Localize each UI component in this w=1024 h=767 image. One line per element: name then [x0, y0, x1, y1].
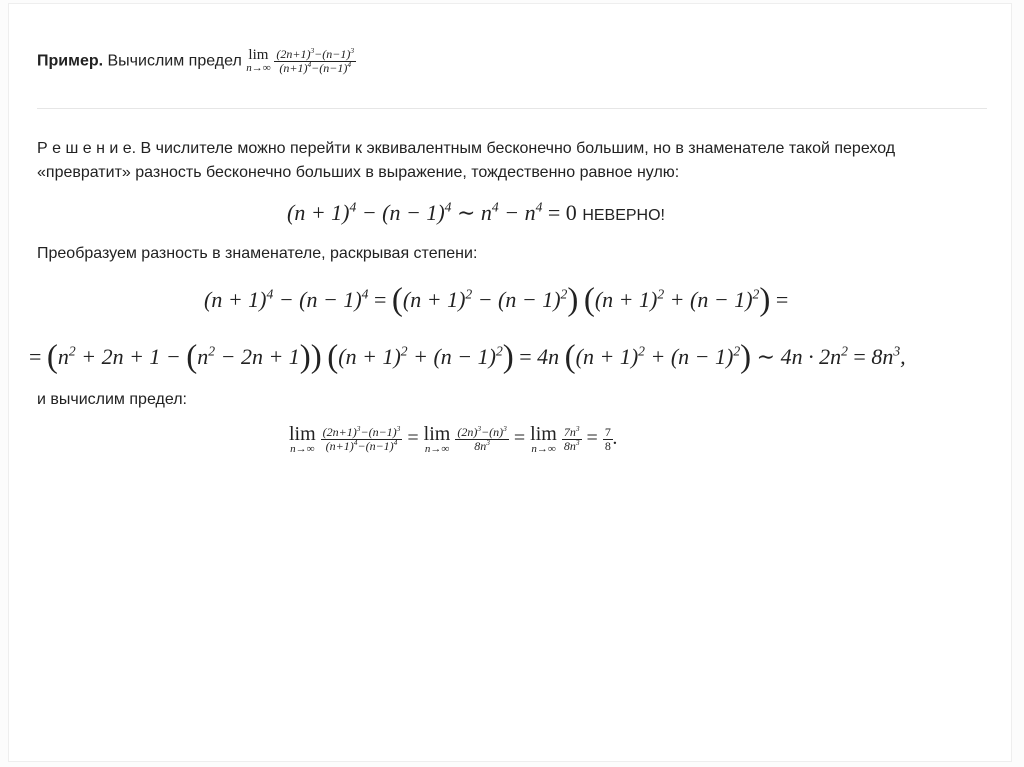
solution-line-2: «превратит» разность бесконечно больших в выражение, тождественно равное нулю:	[37, 164, 680, 181]
slide	[8, 3, 1012, 762]
example-statement	[37, 48, 356, 74]
expansion-equation-2: = $(n^2 + 2n + 1 - (n^2 - 2n + 1)) ((n + 1)^2 + (n - 1)^2) = 4n$ $((n + 1)^2 + (n - 1)^2)$ ∼ $4n \cdot 2n^2 = 8n^3$,	[29, 339, 906, 375]
solution-spaced-word: Р е ш е н и е.	[37, 140, 137, 157]
separator	[37, 108, 987, 109]
transform-text: Преобразуем разность в знаменателе, раскрывая степени:	[37, 245, 478, 262]
wrong-label: НЕВЕРНО!	[582, 207, 665, 224]
wrong-equation: $(n + 1)^4 - (n - 1)^4$ ∼ $n^4 - n^4 = 0$ НЕВЕРНО!	[287, 199, 665, 225]
example-text: Вычислим предел	[103, 52, 247, 70]
example-label: Пример.	[37, 52, 104, 70]
compute-text: и вычислим предел:	[37, 391, 187, 408]
solution-line-1: Р е ш е н и е. В числителе можно перейти к эквивалентным бесконечно большим, но в знаменателе такой переход	[37, 140, 896, 157]
expansion-equation-1: $(n + 1)^4 - (n - 1)^4 = ((n + 1)^2 - (n - 1)^2)$ $((n + 1)^2 + (n - 1)^2)$ =	[204, 282, 789, 318]
example-limit: lim n→∞ $\frac{(2n+1)^3-(n-1)^3}{(n+1)^4-(n-1)^4}$	[246, 46, 355, 75]
final-limit-equation: lim n→∞ $\frac{(2n+1)^3-(n-1)^3}{(n+1)^4-(n-1)^4}$ = lim n→∞ $\frac{(2n)^3-(n)^3}{8n^3}$ = lim n→∞ $\frac{7n^3}{8n^3}$ = $\frac{7}{8}$ .	[289, 423, 618, 455]
